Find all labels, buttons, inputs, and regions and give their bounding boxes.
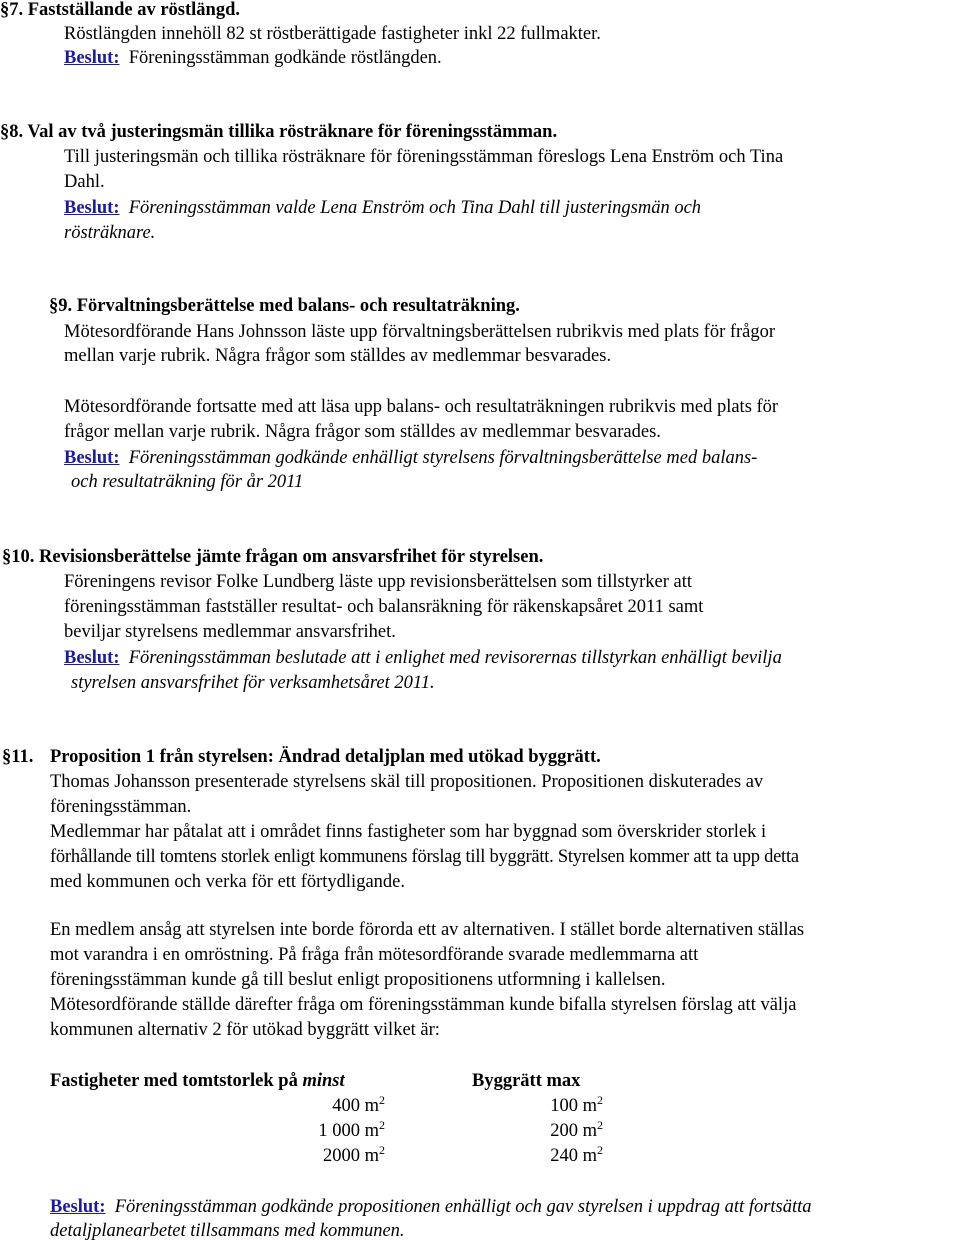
unit: m xyxy=(582,1096,597,1116)
section-9-text: Mötesordförande fortsatte med att läsa upp balans- och resultaträkningen rubrikvis med plats för xyxy=(64,397,779,417)
decision-label: Beslut: xyxy=(64,198,120,218)
table-row xyxy=(550,1094,603,1119)
exponent: 2 xyxy=(379,1118,385,1132)
decision-label: Beslut: xyxy=(64,48,120,68)
tomt-value: 2000 xyxy=(322,1146,360,1166)
section-9-text: mellan varje rubrik. Några frågor som ställdes av medlemmar besvarades. xyxy=(64,346,612,366)
section-11-text: förhållande till tomtens storlek enligt kommunens förslag till byggrätt. Styrelsen kommer att ta upp detta xyxy=(50,847,799,867)
decision-label: Beslut: xyxy=(50,1197,106,1217)
table-row xyxy=(332,1094,385,1119)
section-9-decision xyxy=(64,446,757,471)
unit: m xyxy=(582,1146,597,1166)
section-9-text: Mötesordförande Hans Johnsson läste upp förvaltningsberättelsen rubrikvis med plats för frågor xyxy=(64,322,776,342)
exponent: 2 xyxy=(379,1093,385,1107)
section-11-text: En medlem ansåg att styrelsen inte borde förorda ett av alternativen. I stället borde alternativen ställas xyxy=(50,920,805,940)
section-8-text: Dahl. xyxy=(64,172,105,192)
section-8-heading: §8. Val av två justeringsmän tillika rösträknare för föreningsstämman. xyxy=(0,122,558,142)
section-10-decision-cont: styrelsen ansvarsfrihet för verksamhetsåret 2011. xyxy=(71,673,435,693)
section-11-heading: Proposition 1 från styrelsen: Ändrad detaljplan med utökad byggrätt. xyxy=(50,747,601,767)
bygg-value: 240 xyxy=(550,1146,578,1166)
decision-label: Beslut: xyxy=(64,448,120,468)
section-9-decision-cont: och resultaträkning för år 2011 xyxy=(71,472,304,492)
section-7-heading: §7. Fastställande av röstlängd. xyxy=(0,0,241,20)
unit: m xyxy=(582,1121,597,1141)
decision-label: Beslut: xyxy=(64,648,120,668)
section-10-heading: §10. Revisionsberättelse jämte frågan om ansvarsfrihet för styrelsen. xyxy=(2,547,544,567)
section-8-decision-cont: rösträknare. xyxy=(64,223,156,243)
section-11-text: föreningsstämman. xyxy=(50,797,192,817)
table-row xyxy=(550,1119,603,1144)
exponent: 2 xyxy=(597,1118,603,1132)
decision-text: Föreningsstämman godkände propositionen enhälligt och gav styrelsen i uppdrag att fortsätta xyxy=(114,1197,812,1217)
section-11-text: med kommunen och verka för ett förtydligande. xyxy=(50,872,405,892)
section-11-text: mot varandra i en omröstning. På fråga från mötesordförande svarade medlemmarna att xyxy=(50,945,699,965)
section-8-text: Till justeringsmän och tillika rösträknare för föreningsstämman föreslogs Lena Enström och Tina xyxy=(64,147,784,167)
bygg-value: 200 xyxy=(550,1121,578,1141)
section-10-text: Föreningens revisor Folke Lundberg läste upp revisionsberättelsen som tillstyrker att xyxy=(64,572,693,592)
section-11-number: §11. xyxy=(2,747,34,767)
section-11-decision-cont: detaljplanearbetet tillsammans med kommunen. xyxy=(50,1221,405,1241)
exponent: 2 xyxy=(379,1143,385,1157)
section-8-decision xyxy=(64,196,701,221)
table-header-tomt-emphasis: minst xyxy=(302,1071,345,1091)
section-7-decision xyxy=(64,46,442,71)
tomt-value: 1 000 xyxy=(318,1121,360,1141)
section-10-text: föreningsstämman fastställer resultat- och balansräkning för räkenskapsåret 2011 samt xyxy=(64,597,704,617)
section-11-text: föreningsstämman kunde gå till beslut enligt propositionens utformning i kallelsen. xyxy=(50,970,666,990)
bygg-value: 100 xyxy=(550,1096,578,1116)
exponent: 2 xyxy=(597,1143,603,1157)
unit: m xyxy=(364,1096,379,1116)
section-9-heading: §9. Förvaltningsberättelse med balans- och resultaträkning. xyxy=(49,296,520,316)
section-9-text: frågor mellan varje rubrik. Några frågor som ställdes av medlemmar besvarades. xyxy=(64,422,661,442)
section-11-text: Medlemmar har påtalat att i området finns fastigheter som har byggnad som överskrider storlek i xyxy=(50,822,767,842)
decision-text: Föreningsstämman godkände röstlängden. xyxy=(128,48,442,68)
section-11-text: Thomas Johansson presenterade styrelsens skäl till propositionen. Propositionen diskuterades av xyxy=(50,772,764,792)
table-row xyxy=(318,1119,385,1144)
decision-text: Föreningsstämman godkände enhälligt styrelsens förvaltningsberättelse med balans- xyxy=(128,448,758,468)
unit: m xyxy=(364,1121,379,1141)
section-11-text: Mötesordförande ställde därefter fråga om föreningsstämman kunde bifalla styrelsen förslag att välja xyxy=(50,995,797,1015)
decision-text: Föreningsstämman valde Lena Enström och Tina Dahl till justeringsmän och xyxy=(128,198,702,218)
tomt-value: 400 xyxy=(332,1096,360,1116)
section-10-decision xyxy=(64,646,782,671)
table-row xyxy=(323,1144,385,1169)
exponent: 2 xyxy=(597,1093,603,1107)
section-11-text: kommunen alternativ 2 för utökad byggrätt vilket är: xyxy=(50,1020,440,1040)
section-7-text: Röstlängden innehöll 82 st röstberättigade fastigheter inkl 22 fullmakter. xyxy=(64,24,601,44)
section-11-decision xyxy=(50,1195,812,1220)
unit: m xyxy=(364,1146,379,1166)
table-header-tomt xyxy=(50,1069,345,1094)
table-header-bygg: Byggrätt max xyxy=(472,1071,581,1091)
decision-text: Föreningsstämman beslutade att i enlighet med revisorernas tillstyrkan enhälligt bevilja xyxy=(128,648,782,668)
table-row xyxy=(550,1144,603,1169)
table-header-tomt-text: Fastigheter med tomtstorlek på xyxy=(50,1071,303,1091)
section-10-text: beviljar styrelsens medlemmar ansvarsfrihet. xyxy=(64,622,396,642)
